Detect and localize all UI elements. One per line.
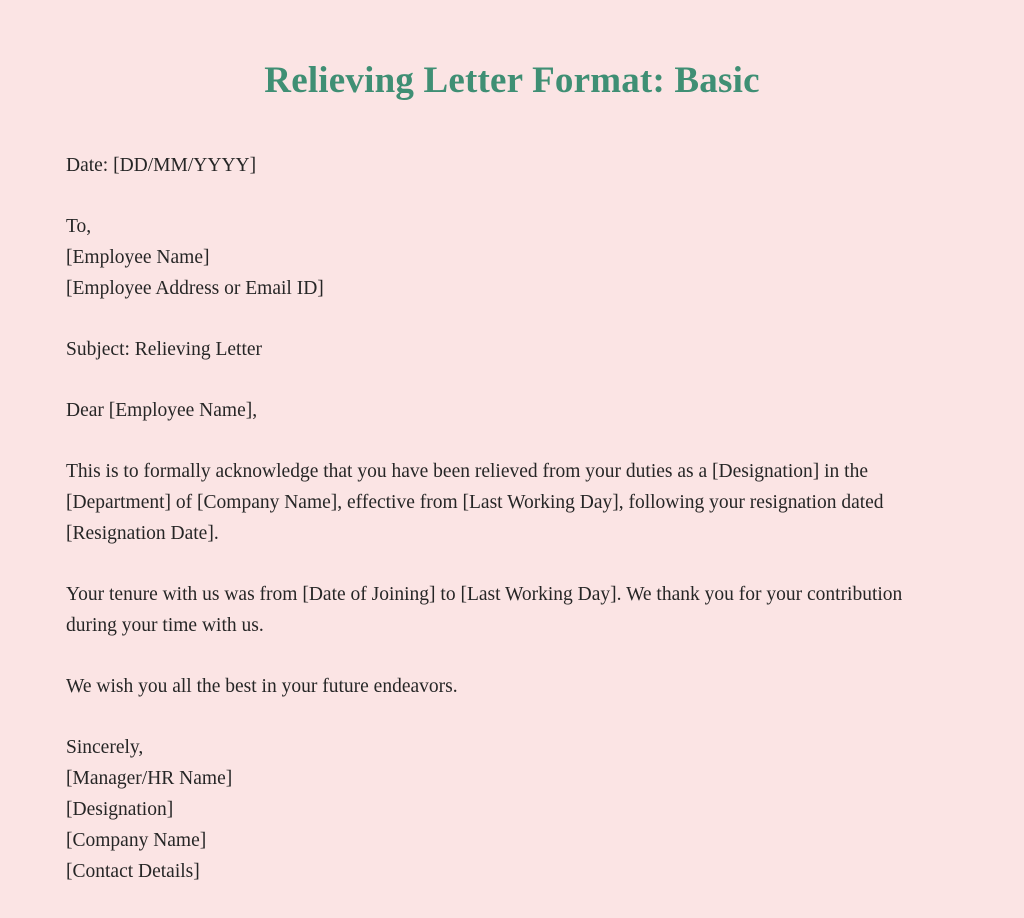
signature-closing: Sincerely, [66, 737, 144, 759]
subject-line: Subject: Relieving Letter [66, 339, 263, 361]
body-paragraph-2: Your tenure with us was from [Date of Joining] to [Last Working Day]. We thank you for your contribution during your time with us. [66, 584, 903, 637]
address-to: To, [66, 216, 92, 238]
signature-contact-details: [Contact Details] [66, 861, 200, 883]
letter-body [66, 150, 958, 887]
signature-company-name: [Company Name] [66, 830, 207, 852]
date-line: Date: [DD/MM/YYYY] [66, 155, 257, 177]
address-block [66, 211, 956, 304]
body-paragraph-1: This is to formally acknowledge that you have been relieved from your duties as a [Designation] in the [Department] of [Company Name], effective from [Last Working Day], following your resignation dated [Resignation Date]. [66, 461, 884, 545]
signature-block [66, 732, 956, 887]
signature-manager-name: [Manager/HR Name] [66, 768, 233, 790]
address-employee-contact: [Employee Address or Email ID] [66, 278, 324, 300]
signature-designation: [Designation] [66, 799, 174, 821]
body-paragraph-3: We wish you all the best in your future endeavors. [66, 676, 458, 698]
page-title: Relieving Letter Format: Basic [264, 60, 760, 101]
address-employee-name: [Employee Name] [66, 247, 210, 269]
salutation-line: Dear [Employee Name], [66, 400, 258, 422]
